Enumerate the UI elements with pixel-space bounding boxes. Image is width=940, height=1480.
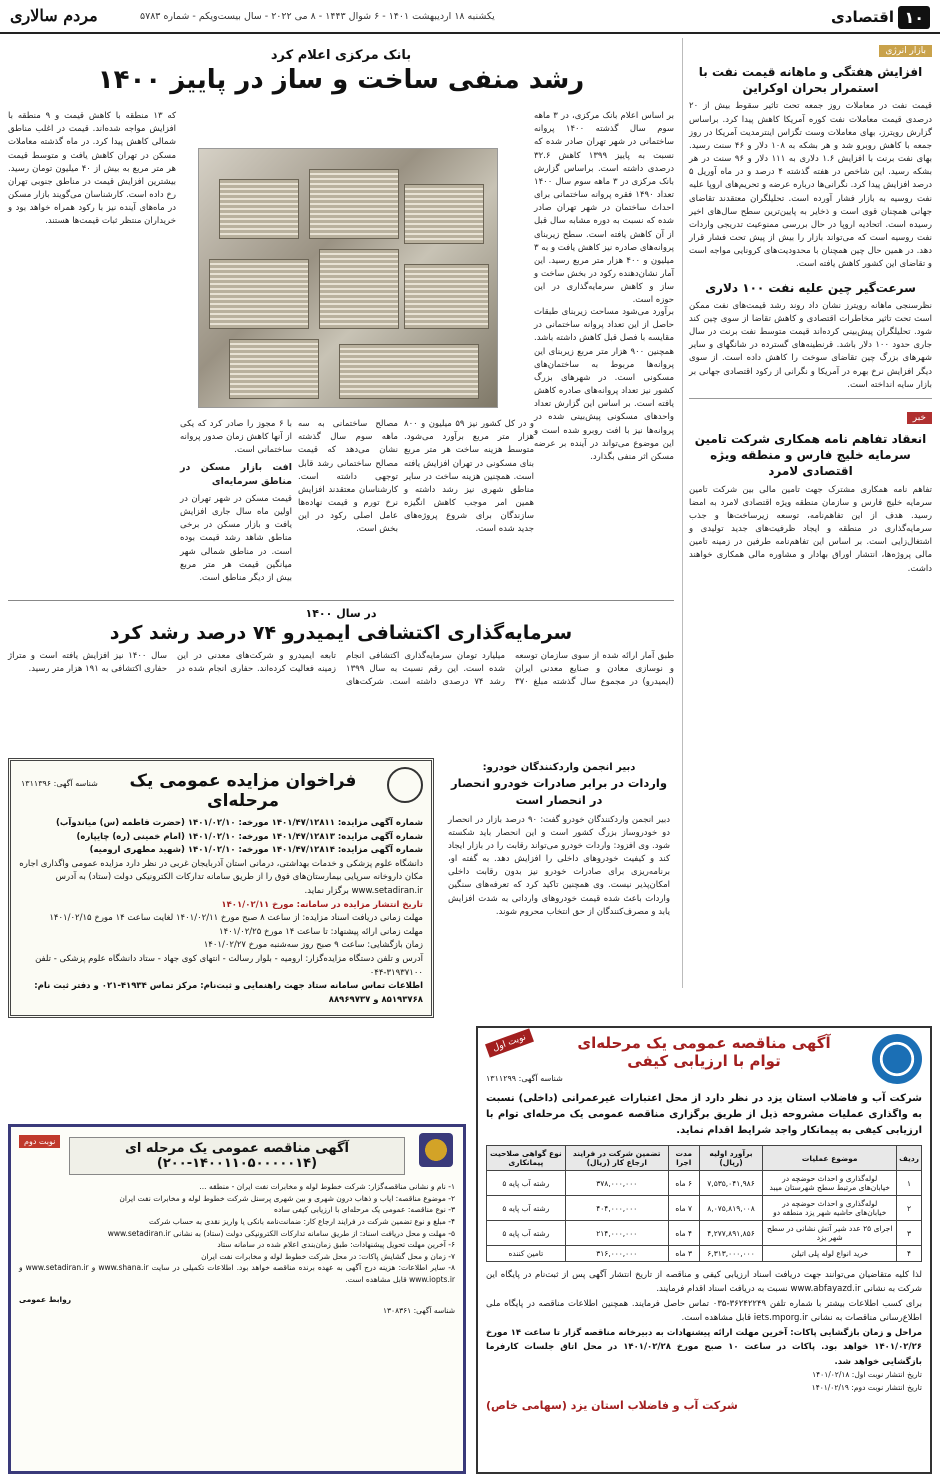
table-cell: ۷ ماه bbox=[668, 1196, 699, 1221]
table-cell: خرید انواع لوله پلی اتیلن bbox=[763, 1246, 897, 1262]
newspaper-brand: مردم سالاری bbox=[10, 6, 98, 25]
table-row bbox=[487, 1221, 922, 1246]
water-company-logo-icon bbox=[872, 1034, 922, 1084]
auction-advertisement bbox=[8, 758, 434, 1018]
article-headline: سرمایه‌گذاری اکتشافی ایمیدرو ۷۴ درصد رشد کرد bbox=[109, 622, 573, 644]
article-column: بر اساس اعلام بانک مرکزی، در ۳ ماهه سوم سال گذشته ۱۴۰۰ پروانه ساختمانی در شهر تهران صادر شده که نسبت به پاییز ۱۳۹۹ کاهش ۳۲.۶ درصدی داشته است. براساس گزارش بانک مرکزی در ۳ ماهه سوم سال ۱۴۰۰ تعداد ۱۴۹۰ فقره پروانه ساختمانی برای احداث ساختمان در شهر تهران صادر شده که نسبت به دوره مشابه سال قبل از آن کاهش یافته است. سطح زیربنای پروانه‌های صادره نیز کاهش یافت و به ۳ میلیون و ۴۰۰ هزار متر مربع رسید. این آمار نشان‌دهنده رکود در بخش ساخت و ساز و کاهش سرمایه‌گذاری در این حوزه است. bbox=[534, 111, 674, 306]
article-kicker: بانک مرکزی اعلام کرد bbox=[270, 48, 412, 63]
table-cell: ۲ bbox=[897, 1196, 922, 1221]
dateline: یکشنبه ۱۸ اردیبهشت ۱۴۰۱ - ۶ شوال ۱۴۴۳ - ۸ می ۲۰۲۲ - سال بیست‌ویکم - شماره ۵۷۸۳ bbox=[140, 11, 495, 22]
table-header: برآورد اولیه (ریال) bbox=[699, 1146, 763, 1171]
pipeline-tender-advertisement bbox=[8, 1124, 466, 1474]
tender-table bbox=[486, 1145, 922, 1262]
banknote-stack bbox=[319, 249, 399, 329]
table-row bbox=[487, 1171, 922, 1196]
article-column bbox=[180, 418, 292, 588]
right-column bbox=[682, 38, 932, 988]
ad-subtitle: توام با ارزیابی کیفی bbox=[627, 1052, 781, 1070]
ad-line: شماره آگهی مزایده: ۱۴۰۱/۴۷/۱۲۸۱۳ مورخه: ۱۴۰۱/۰۲/۱۰ (امام خمینی (ره) چایپاره) bbox=[76, 831, 423, 842]
ad-id: شناسه آگهی: ۱۳۱۱۲۹۹ bbox=[486, 1074, 563, 1083]
publish-date: تاریخ انتشار نوبت اول: ۱۴۰۱/۰۲/۱۸ bbox=[812, 1370, 922, 1380]
ad-line: ۷- زمان و محل گشایش پاکات: در محل شرکت خطوط لوله و مخابرات نفت ایران bbox=[201, 1251, 455, 1261]
divider bbox=[689, 398, 932, 399]
article-text: با ۶ مجوز را صادر کرد که یکی از آنها کاهش زمان صدور پروانه ساختمانی است. bbox=[180, 419, 292, 456]
article-headline: افزایش هفتگی و ماهانه قیمت نفت با استمرار بحران اوکراین bbox=[698, 65, 923, 96]
table-row bbox=[487, 1246, 922, 1262]
table-cell: لوله‌گذاری و احداث حوضچه در خیابان‌های مرتبط سطح شهرستان میبد bbox=[763, 1171, 897, 1196]
section-tag: بازار انرژی bbox=[879, 45, 932, 57]
ad-line: ۳- نوع مناقصه: عمومی یک مرحله‌ای با ارزیابی کیفی ساده bbox=[274, 1205, 455, 1215]
ad-line: ۶- آخرین مهلت تحویل پیشنهادات: طبق زمان‌بندی اعلام شده در سامانه ستاد bbox=[217, 1240, 455, 1250]
ad-line: شماره آگهی مزایده: ۱۴۰۱/۴۷/۱۲۸۱۱ مورخه: ۱۴۰۱/۰۲/۱۰ (حضرت فاطمه (س) میاندوآب) bbox=[55, 818, 423, 828]
banknote-stack bbox=[339, 344, 479, 399]
table-cell: رشته آب پایه ۵ bbox=[487, 1196, 566, 1221]
ad-title: آگهی مناقصه عمومی یک مرحله‌ای bbox=[577, 1034, 831, 1052]
table-cell: ۶ ماه bbox=[668, 1171, 699, 1196]
table-header: ردیف bbox=[897, 1146, 922, 1171]
table-cell: ۳ ماه bbox=[668, 1246, 699, 1262]
ad-intro: شرکت آب و فاضلاب استان یزد در نظر دارد از محل اعتبارات غیرعمرانی (داخلی) نسبت به واگذاری عملیات مشروحه ذیل از طریق برگزاری مناقصه عمومی یک مرحله‌ای توام با ارزیابی کیفی به پیمانکار واجد شرایط اقدام نماید. bbox=[486, 1093, 922, 1136]
table-cell: ۱ bbox=[897, 1171, 922, 1196]
money-stacks-photo bbox=[198, 148, 498, 408]
table-cell: ۳۱۶,۰۰۰,۰۰۰ bbox=[565, 1246, 668, 1262]
ad-footer: روابط عمومی bbox=[19, 1294, 72, 1304]
ad-id: شناسه آگهی: ۱۳۱۱۳۹۶ bbox=[21, 779, 98, 788]
article-headline: رشد منفی ساخت و ساز در پاییز ۱۴۰۰ bbox=[97, 65, 585, 95]
university-logo-icon bbox=[387, 767, 423, 803]
table-cell: رشته آب پایه ۵ bbox=[487, 1221, 566, 1246]
table-cell: رشته آب پایه ۵ bbox=[487, 1171, 566, 1196]
banknote-stack bbox=[404, 184, 484, 244]
ad-title: آگهی مناقصه عمومی یک مرحله ای (۱۴۰۰۱۱۰۵۰۰۰۰۰۱۴-۲۰۰) bbox=[69, 1137, 405, 1175]
article-body: قیمت نفت در معاملات روز جمعه تحت تاثیر سقوط بیش از ۲۰ درصدی قیمت معاملات نفت کوره آمریکا کاهش پیدا کرد. براساس گزارش رویترز، بهای معاملات وست تگزاس اینترمدیت آمریکا در روز جمعه با کاهش روبرو شد و هر بشکه به ۱۰۸ دلار و ۴۶ سنت رسید. بهای نفت برنت با افزایش ۱.۶ دلاری به ۱۱۱ دلار و ۹۶ سنت در هر بشکه رسید. این شاخص در هفته گذشته ۴ درصد و در ماه آوریل ۵ درصد افزایش پیدا کرد. نگرانی‌ها درباره عرضه و تحریم‌های اروپا علیه نفت روسیه به بازار فشار آورده است. تحلیلگران معتقدند تقاضای جهانی همچنان قوی است و ذخایر به پایین‌ترین سطح سال‌های اخیر رسیده است. اتحادیه اروپا در حال بررسی ممنوعیت تدریجی واردات نفت روسیه است که می‌تواند بازار را بیش از پیش تحت فشار قرار دهد. در همین حال چین همچنان با محدودیت‌های کرونایی مواجه است و تقاضای این کشور کاهش یافته است. bbox=[689, 101, 933, 270]
ad-line: زمان بازگشایی: ساعت ۹ صبح روز سه‌شنبه مورخ ۱۴۰۱/۰۲/۲۷ bbox=[203, 940, 423, 951]
ad-line: مهلت زمانی ارائه پیشنهاد: تا ساعت ۱۴ مورخ ۱۴۰۱/۰۲/۲۵ bbox=[219, 926, 423, 937]
table-cell: اجرای ۲۵ عدد شیر آتش نشانی در سطح شهر یزد bbox=[763, 1221, 897, 1246]
section-title: اقتصادی bbox=[831, 8, 894, 26]
masthead bbox=[0, 0, 940, 34]
car-import-article bbox=[444, 758, 674, 1018]
article-subhead: سرعت‌گیر چین علیه نفت ۱۰۰ دلاری bbox=[705, 280, 916, 295]
article-headline: واردات در برابر صادرات خودرو انحصار در انحصار است bbox=[451, 776, 667, 808]
ad-line: ۲- موضوع مناقصه: ایاب و ذهاب درون شهری و بین شهری پرسنل شرکت خطوط لوله و مخابرات نفت ایران bbox=[119, 1193, 455, 1203]
article-kicker: در سال ۱۴۰۰ bbox=[305, 607, 377, 620]
table-cell: ۴ ماه bbox=[668, 1221, 699, 1246]
article-text: قیمت مسکن در شهر تهران در اولین ماه سال جاری افزایش یافت و بازار مسکن در برخی مناطق شاهد رشد قیمت بوده است. در مناطق شمالی شهر میانگین قیمت هر متر مربع بیش از دیگر مناطق است. bbox=[180, 493, 292, 583]
oil-company-logo-icon bbox=[419, 1133, 453, 1167]
banknote-stack bbox=[404, 264, 489, 329]
table-cell: ۴ bbox=[897, 1246, 922, 1262]
table-cell: ۴۰۴,۰۰۰,۰۰۰ bbox=[565, 1196, 668, 1221]
water-tender-advertisement bbox=[476, 1026, 932, 1474]
ad-title: فراخوان مزایده عمومی یک مرحله‌ای bbox=[129, 771, 357, 811]
table-header: نوع گواهی صلاحیت پیمانکاری bbox=[487, 1146, 566, 1171]
table-cell: ۳ bbox=[897, 1221, 922, 1246]
article-body: تفاهم نامه همکاری مشترک جهت تامین مالی بین شرکت تامین سرمایه خلیج فارس و سازمان منطقه ویژه اقتصادی لامرد به امضا رسید. هدف از این تفاهم‌نامه، توسعه زیرساخت‌ها و جذب سرمایه‌گذاری در منطقه و ایجاد ظرفیت‌های جدید تولیدی و اشتغال‌زایی است. بر اساس این تفاهم‌نامه طرفین در زمینه تامین مالی پروژه‌ها، انتشار اوراق بهادار و مشاوره مالی همکاری خواهند داشت. bbox=[689, 484, 932, 574]
ad-line: ۴- مبلغ و نوع تضمین شرکت در فرایند ارجاع کار: ضمانت‌نامه بانکی یا واریز نقدی به حساب شرکت bbox=[149, 1216, 455, 1226]
table-cell: ۷,۵۳۵,۰۴۱,۹۸۶ bbox=[699, 1171, 763, 1196]
ad-text: مراحل و زمان بازگشایی پاکات: آخرین مهلت ارائه پیشنهادات به دبیرخانه مناقصه گزار تا ساعت ۱۴ مورخ ۱۴۰۱/۰۲/۲۶ خواهد بود. پاکات در ساعت ۱۰ صبح مورخ ۱۴۰۱/۰۲/۲۸ در محل اتاق جلسات کارفرما بازگشایی خواهد شد. bbox=[486, 1327, 923, 1367]
publish-date: تاریخ انتشار نوبت دوم: ۱۴۰۱/۰۲/۱۹ bbox=[811, 1382, 922, 1392]
table-cell: ۲۱۴,۰۰۰,۰۰۰ bbox=[565, 1221, 668, 1246]
article-body: دبیر انجمن واردکنندگان خودرو گفت: ۹۰ درصد بازار در انحصار دو خودروساز بزرگ کشور است و این انحصار باید شکسته شود. وی افزود: واردات خودرو می‌تواند رقابت را در بازار ایجاد کند و کیفیت خودروهای داخلی را افزایش دهد. به گفته او، برنامه‌ریزی برای صادرات خودرو نیز بدون رقابت داخلی امکان‌پذیر نیست. وی همچنین تاکید کرد که تعرفه‌های سنگین واردات باعث شده قیمت خودروهای وارداتی به شدت افزایش یابد و مصرف‌کنندگان از حق انتخاب محروم شوند. bbox=[448, 814, 670, 917]
table-cell: ۳۷۸,۰۰۰,۰۰۰ bbox=[565, 1171, 668, 1196]
article-headline: انعقاد تفاهم نامه همکاری شرکت تامین سرمایه خلیج فارس و منطقه ویژه اقتصادی لامرد bbox=[694, 432, 927, 479]
table-header: موضوع عملیات bbox=[763, 1146, 897, 1171]
ad-line: دانشگاه علوم پزشکی و خدمات بهداشتی، درمانی استان آذربایجان غربی در نظر دارد مزایده عمومی واگذاری اجاره مکان داروخانه سرپایی بیمارستان‌های فوق را از طریق سامانه تدارکات الکترونیکی دولت (ستاد) به آدرس www.setadiran.ir برگزار نماید. bbox=[19, 858, 423, 896]
banknote-stack bbox=[229, 339, 319, 399]
table-cell: ۸,۰۷۵,۸۱۹,۰۰۸ bbox=[699, 1196, 763, 1221]
ad-line: مهلت زمانی دریافت اسناد مزایده: از ساعت ۸ صبح مورخ ۱۴۰۱/۰۲/۱۱ لغایت ساعت ۱۴ مورخ ۱۴۰۱/۰۲/۱۵ bbox=[49, 913, 423, 924]
ad-line: ۵- مهلت و محل دریافت اسناد: از طریق سامانه تدارکات الکترونیکی دولت (ستاد) به نشانی www.setadiran.ir bbox=[107, 1228, 455, 1238]
table-cell: ۴,۲۷۷,۸۹۱,۸۵۶ bbox=[699, 1221, 763, 1246]
article-body: نظرسنجی ماهانه رویترز نشان داد روند رشد قیمت‌های نفت ممکن است تحت تاثیر مخاطرات اقتصادی و کاهش تقاضا از سوی چین کند شود. تحلیلگران پیش‌بینی کرده‌اند قیمت متوسط نفت برنت در سال جاری حدود ۱۰۰ دلار باشد. قرنطینه‌های گسترده در شانگهای و سایر شهرهای بزرگ چین تقاضای سوخت را کاهش داده است. از سوی دیگر افزایش نرخ بهره در آمریکا و نگرانی از رکود اقتصادی جهانی بر بازار سایه انداخته است. bbox=[689, 300, 932, 390]
article-subhead: افت بازار مسکن در مناطق سرمایه‌ای bbox=[180, 461, 292, 488]
article-column: مصالح ساختمانی به سه ماهه سوم سال گذشته نشان می‌دهد که قیمت مصالح ساختمانی رشد قابل توجهی داشته است. کارشناسان معتقدند افزایش نرخ تورم و قیمت نهاده‌ها عامل اصلی رکود در این بخش است. bbox=[298, 419, 398, 535]
article-kicker: دبیر انجمن واردکنندگان خودرو: bbox=[482, 762, 636, 773]
article-column: برآورد می‌شود مساحت زیربنای طبقات حاصل از این تعداد پروانه ساختمانی در مقایسه با فصل قبل کاهش داشته باشد. همچنین ۹۰۰ هزار متر مربع زیربنای این پروانه‌ها مربوط به ساختمان‌های مسکونی است. در شهرهای بزرگ کشور نیز تعداد پروانه‌های صادره کاهش یافته است. بر اساس این گزارش تعداد واحدهای مسکونی پیش‌بینی شده در پروانه‌ها نیز با افت روبرو شده است و این موضوع می‌تواند در آینده بر عرضه مسکن اثر منفی بگذارد. bbox=[534, 307, 675, 462]
ad-text: لذا کلیه متقاضیان می‌توانند جهت دریافت اسناد ارزیابی کیفی و مناقصه از تاریخ انتشار آگهی پس از ثبت‌نام در پایگاه این شرکت به نشانی www.abfayazd.ir نسبت به دریافت اسناد اقدام فرمایند. bbox=[486, 1270, 922, 1295]
ad-signature: شرکت آب و فاضلاب استان یزد (سهامی خاص) bbox=[486, 1398, 738, 1412]
banknote-stack bbox=[219, 179, 299, 239]
ad-line: ۸- سایر اطلاعات: هزینه درج آگهی به عهده برنده مناقصه خواهد بود. اطلاعات تکمیلی در سایت www.shana.ir و www.setadiran.ir و www.iopts.ir قابل مشاهده است. bbox=[19, 1263, 455, 1284]
ad-line: تاریخ انتشار مزایده در سامانه: مورخ ۱۴۰۱/۰۲/۱۱ bbox=[221, 899, 423, 910]
table-header: مدت اجرا bbox=[668, 1146, 699, 1171]
table-cell: تامین کننده bbox=[487, 1246, 566, 1262]
table-header: تضمین شرکت در فرایند ارجاع کار (ریال) bbox=[565, 1146, 668, 1171]
ad-id: شناسه آگهی: ۱۳۰۸۳۶۱ bbox=[383, 1306, 455, 1316]
round-badge: نوبت دوم bbox=[19, 1135, 60, 1148]
article-column: که ۱۳ منطقه با کاهش قیمت و ۹ منطقه با افزایش مواجه شده‌اند. قیمت در اغلب مناطق شمالی کاهش پیدا کرد. در ماه گذشته معاملات مسکن در تهران کاهش یافت و متوسط قیمت هر متر مربع به بیش از ۴۰ میلیون تومان رسید. بیشترین افزایش قیمت در مناطق جنوبی تهران رخ داده است. کارشناسان می‌گویند بازار مسکن در ماه‌های آینده نیز با رکود همراه خواهد بود و خریداران منتظر ثبات قیمت‌ها هستند. bbox=[8, 111, 176, 227]
ad-line: آدرس و تلفن دستگاه مزایده‌گزار: ارومیه - بلوار رسالت - انتهای کوی جهاد - ستاد دانشگاه علوم پزشکی - تلفن ۳۱۹۳۷۱۰۰-۰۴۴ bbox=[35, 953, 423, 978]
page-number: ۱۰ bbox=[898, 6, 930, 29]
main-article bbox=[8, 38, 674, 598]
article-column: و در کل کشور نیز ۵۹ میلیون و ۸۰۰ هزار متر مربع برآورد می‌شود. متوسط هزینه ساخت هر متر مربع بنای مسکونی در تهران افزایش یافته است. همچنین هزینه ساخت در سایر مناطق شهری نیز رشد داشته و همین امر موجب کاهش انگیزه سازندگان برای شروع پروژه‌های جدید شده است. bbox=[404, 419, 535, 535]
table-cell: لوله‌گذاری و احداث حوضچه در خیابان‌های حاشیه شهر یزد منطقه دو bbox=[763, 1196, 897, 1221]
second-article bbox=[8, 600, 674, 750]
round-badge: نوبت اول bbox=[485, 1028, 534, 1057]
article-body: طبق آمار ارائه شده از سوی سازمان توسعه و نوسازی معادن و صنایع معدنی ایران (ایمیدرو) در مجموع سال گذشته مبلغ ۳۷۰ میلیارد تومان سرمایه‌گذاری اکتشافی انجام شده است. این رقم نسبت به سال ۱۳۹۹ رشد ۷۴ درصدی داشته است. شرکت‌های تابعه ایمیدرو و شرکت‌های معدنی در این زمینه فعالیت کرده‌اند. حفاری انجام شده در سال ۱۴۰۰ نیز افزایش یافته است و متراژ حفاری اکتشافی به ۱۹۱ هزار متر رسید. bbox=[8, 651, 674, 688]
ad-line: شماره آگهی مزایده: ۱۴۰۱/۴۷/۱۲۸۱۴ مورخه: ۱۴۰۱/۰۲/۱۰ (شهید مطهری ارومیه) bbox=[89, 845, 423, 856]
table-cell: ۶,۳۱۳,۰۰۰,۰۰۰ bbox=[699, 1246, 763, 1262]
table-row bbox=[487, 1196, 922, 1221]
table-header-row bbox=[487, 1146, 922, 1171]
ad-line: ۱- نام و نشانی مناقصه‌گزار: شرکت خطوط لوله و مخابرات نفت ایران - منطقه ... bbox=[199, 1182, 455, 1191]
news-tag: خبر bbox=[907, 412, 932, 424]
banknote-stack bbox=[309, 169, 399, 239]
ad-line: اطلاعات تماس سامانه ستاد جهت راهنمایی و ثبت‌نام: مرکز تماس ۴۱۹۳۴-۰۲۱ و دفتر ثبت نام: ۸۵۱۹۳۷۶۸ و ۸۸۹۶۹۷۳۷ bbox=[34, 981, 423, 1005]
ad-text: برای کسب اطلاعات بیشتر با شماره تلفن ۳۶۲۴۲۲۴۹-۰۳۵ تماس حاصل فرمایند. همچنین اطلاعات مناقصه در پایگاه ملی اطلاع‌رسانی مناقصات به نشانی iets.mporg.ir قابل مشاهده است. bbox=[486, 1298, 922, 1324]
banknote-stack bbox=[209, 259, 309, 329]
